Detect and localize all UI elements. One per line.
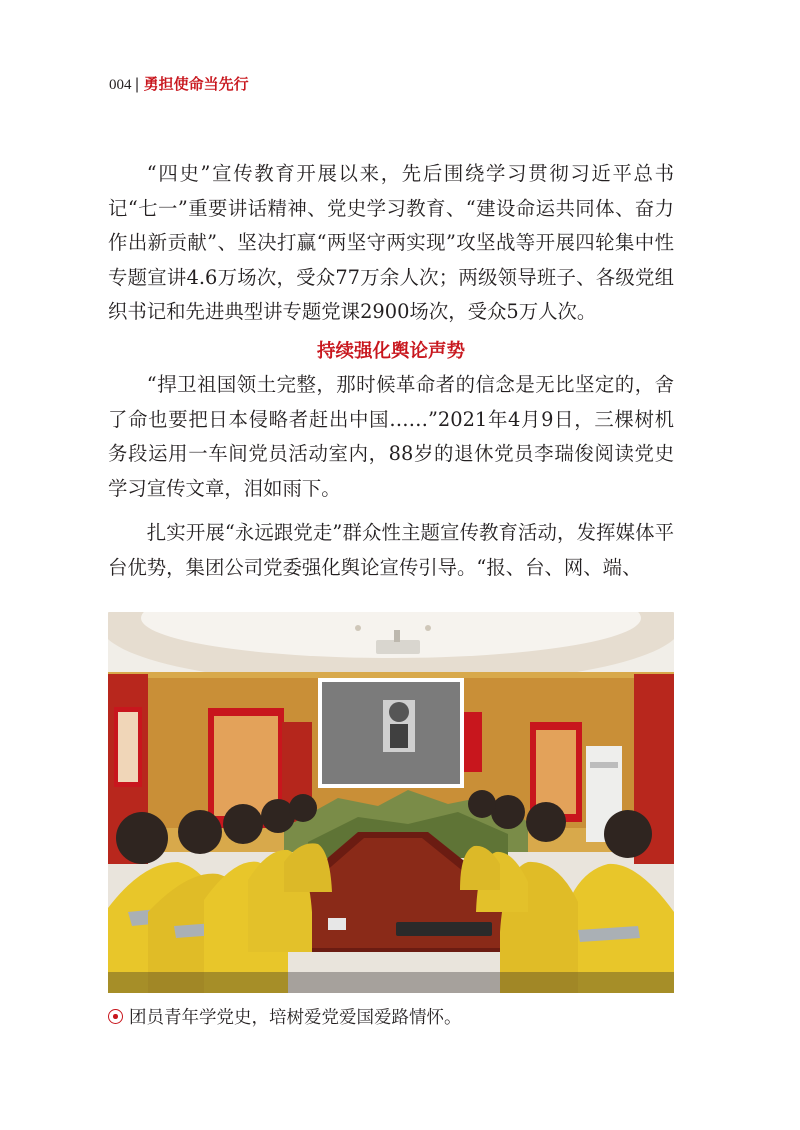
header-separator: | — [134, 75, 140, 93]
meeting-room-photo — [108, 612, 674, 993]
section-heading: 持续强化舆论声势 — [316, 341, 465, 362]
paragraph-media-campaign: 扎实开展“永远跟党走”群众性主题宣传教育活动，发挥媒体平台优势，集团公司党委强化舆论宣传引导。“报、台、网、端、 — [108, 521, 674, 579]
photo-caption — [108, 1006, 462, 1030]
running-header — [109, 74, 249, 95]
circle-dot-icon — [108, 1009, 123, 1024]
paragraph-retired-member: “捍卫祖国领土完整，那时候革命者的信念是无比坚定的，舍了命也要把日本侵略者赶出中国……”2021年4月9日，三棵树机务段运用一车间党员活动室内，88岁的退休党员李瑞俊阅读党史学习宣传文章，泪如雨下。 — [108, 373, 674, 500]
page-number: 004 — [109, 77, 132, 93]
caption-text: 团员青年学党史，培树爱党爱国爱路情怀。 — [129, 1008, 462, 1028]
paragraph-four-histories: “四史”宣传教育开展以来，先后围绕学习贯彻习近平总书记“七一”重要讲话精神、党史学习教育、“建设命运共同体、奋力作出新贡献”、坚决打赢“两坚守两实现”攻坚战等开展四轮集中性专题宣讲4.6万场次，受众77万余人次；两级领导班子、各级党组织书记和先进典型讲专题党课2900场次，受众5万人次。 — [108, 162, 674, 324]
book-title: 勇担使命当先行 — [143, 75, 249, 93]
